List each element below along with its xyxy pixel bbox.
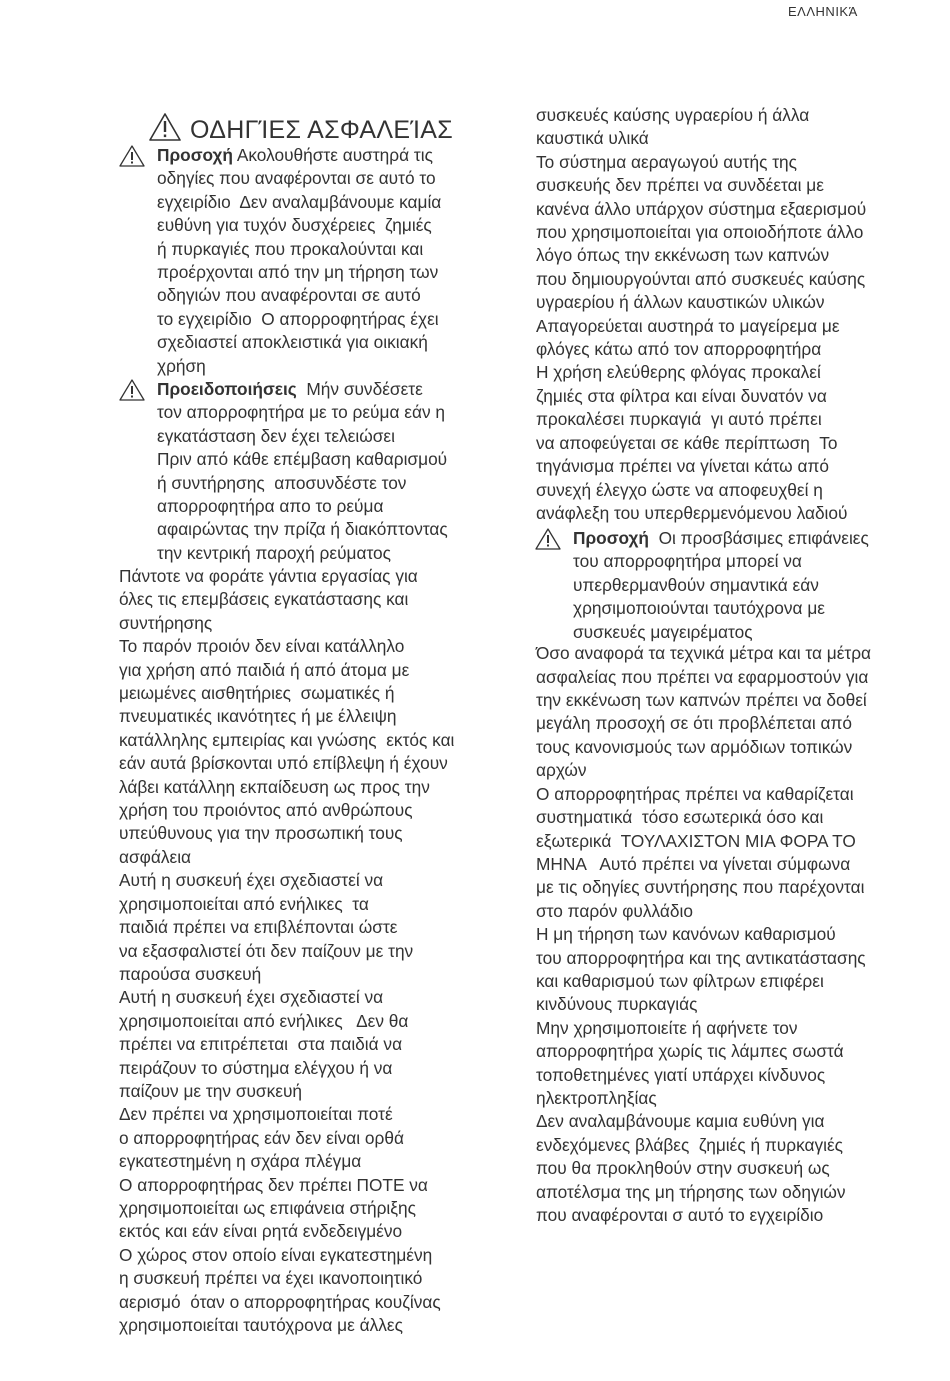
text-line: παρούσα συσκευή [119,963,262,984]
text-line: κατάλληλης εμπειρίας και γνώσης εκτός και [119,729,455,750]
text-line: καυστικά υλικά [536,128,649,149]
right-column-text [536,104,871,1227]
text-line: απορροφητήρα απο το ρεύμα [157,496,384,517]
note-first-line [157,378,448,401]
text-line: χρήση του προιόντος από ανθρώπους [119,800,413,821]
text-line: Πάντοτε να φοράτε γάντια εργασίας για [119,566,418,586]
text-line: όλες τις επεμβάσεις εγκατάστασης και [119,589,409,610]
text-line: Αυτή η συσκευή έχει σχεδιαστεί να [119,870,384,891]
right-column-upper [536,104,871,525]
text-line: την εκκένωση των καπνών πρέπει να δοθεί [536,690,867,711]
text-line: που χρησιμοποιείται για οποιοδήποτε άλλο [536,222,864,243]
warning-icon [148,112,182,142]
text-line: εάν αυτά βρίσκονται υπό επίβλεψη ή έχουν [119,753,448,774]
warning-note [157,378,448,565]
text-line: εγκατεστημένη η σχάρα πλέγμα [119,1151,362,1172]
note-label: Προειδοποιήσεις [157,379,297,399]
text-line: τοποθετημένες γιατί υπάρχει κίνδυνος [536,1064,826,1085]
text-line: Η μη τήρηση των κανόνων καθαρισμού [536,924,836,945]
text-line: με τις οδηγίες συντήρησης που παρέχονται [536,877,865,898]
text-line: προκαλέσει πυρκαγιά γι αυτό πρέπει [536,409,822,430]
text-line: στο παρόν φυλλάδιο [536,900,693,921]
text-line: υπεύθυνους για την προσωπική τους [119,823,403,844]
text-line: πνευματικές ικανότητες ή με έλλειψη [119,706,397,727]
text-line: αερισμό όταν ο απορροφητήρας κουζίνας [119,1291,441,1312]
text-line: συσκευές μαγειρέματος [573,621,753,642]
right-column-lower [536,642,871,1227]
text-line: Η χρήση ελεύθερης φλόγας προκαλεί [536,362,821,383]
warning-icon [534,527,562,551]
text-line: χρησιμοποιείται ως επιφάνεια στήριξης [119,1197,416,1218]
text-line: Όσο αναφορά τα τεχνικά μέτρα και τα μέτρα [536,643,872,664]
note-first-text: Ακολουθήστε αυστηρά τις [233,145,433,165]
text-line: Αυτή η συσκευή έχει σχεδιαστεί να [119,987,384,1008]
text-line: ενδεχόμενες βλάβες ζημιές ή πυρκαγιές [536,1134,844,1155]
text-line: συσκευές καύσης υγραερίου ή άλλα [536,105,810,125]
text-line: χρήση [157,355,206,376]
text-line: ο απορροφητήρας εάν δεν είναι ορθά [119,1127,404,1148]
text-line: Ο απορροφητήρας πρέπει να καθαρίζεται [536,783,854,804]
text-line: αρχών [536,760,587,781]
note-label: Προσοχή [157,145,233,165]
text-line: σχεδιαστεί αποκλειστικά για οικιακή [157,332,428,353]
text-line: Ο χώρος στον οποίο είναι εγκατεστημένη [119,1244,433,1265]
text-line: υγραερίου ή άλλων καυστικών υλικών [536,292,825,313]
warning-icon [118,144,146,168]
text-line: ζημιές στα φίλτρα και είναι δυνατόν να [536,385,827,406]
text-line: οδηγιών που αναφέρονται σε αυτό [157,285,421,306]
note-lines [157,167,441,378]
section-title [148,112,453,147]
text-line: και καθαρισμού των φίλτρων επιφέρει [536,970,824,991]
note-lines [157,401,448,565]
caution-note-2 [573,527,869,644]
text-line: Μην χρησιμοποιείτε ή αφήνετε τον [536,1017,798,1038]
text-line: παιδιά πρέπει να επιβλέπονται ώστε [119,917,398,938]
note-lines [573,550,869,644]
text-line: χρησιμοποιείται από ενήλικες Δεν θα [119,1010,409,1031]
text-line: του απορροφητήρα μπορεί να [573,551,802,572]
text-line: Δεν πρέπει να χρησιμοποιείται ποτέ [119,1104,393,1125]
text-line: αφαιρώντας την πρίζα ή διακόπτοντας [157,519,448,540]
text-line: εγχειρίδιο Δεν αναλαμβάνουμε καμία [157,191,442,212]
text-line: χρησιμοποιείται από ενήλικες τα [119,893,369,914]
text-line: ΜΗΝΑ Αυτό πρέπει να γίνεται σύμφωνα [536,853,851,874]
text-line: κινδύνους πυρκαγιάς [536,994,698,1015]
text-line: να αποφεύγεται σε κάθε περίπτωση Το [536,432,838,453]
text-line: Δεν αναλαμβάνουμε καμια ευθύνη για [536,1111,825,1132]
text-line: ευθύνη για τυχόν δυσχέρειες ζημιές [157,215,432,236]
text-line: πειράζουν το σύστημα ελέγχου ή να [119,1057,393,1078]
text-line: υπερθερμανθούν σημαντικά εάν [573,574,819,595]
text-line: Το σύστημα αεραγωγού αυτής της [536,151,797,172]
text-line: προέρχονται από την μη τήρηση των [157,262,439,283]
text-line: λάβει κατάλληη εκπαίδευση ως προς την [119,776,430,797]
text-line: συσκευής δεν πρέπει να συνδέεται με [536,175,824,196]
text-line: εξωτερικά ΤΟΥΛΑΧΙΣΤΟΝ ΜΙΑ ΦΟΡΑ ΤΟ [536,830,856,851]
text-line: του απορροφητήρα και της αντικατάστασης [536,947,866,968]
text-line: ή πυρκαγιές που προκαλούνται και [157,238,424,259]
text-line: τους κανονισμούς των αρμόδιων τοπικών [536,736,853,757]
text-line: μεγάλη προσοχή σε ότι προβλέπεται από [536,713,853,734]
note-first-line [157,144,441,167]
text-line: ή συντήρησης αποσυνδέστε τον [157,472,407,493]
text-line: απορροφητήρα χωρίς τις λάμπες σωστά [536,1041,844,1062]
text-line: οδηγίες που αναφέρονται σε αυτό το [157,168,436,189]
text-line: λόγο όπως την εκκένωση των καπνών [536,245,830,266]
left-column-text [119,565,454,1337]
text-line: μειωμένες αισθητήριες σωματικές ή [119,683,395,704]
text-line: το εγχειρίδιο Ο απορροφητήρας έχει [157,308,439,329]
text-line: φλόγες κάτω από τον απορροφητήρα [536,339,822,360]
section-title-text: ΟΔΗΓΊΕΣ ΑΣΦΑΛΕΊΑΣ [190,116,453,144]
text-line: παίζουν με την συσκευή [119,1080,303,1101]
text-line: Πριν από κάθε επέμβαση καθαρισμού [157,449,448,470]
text-line: ασφάλεια [119,846,192,867]
text-line: αποτέλσμα της μη τήρησης των οδηγιών [536,1181,846,1202]
text-line: η συσκευή πρέπει να έχει ικανοποιητικό [119,1268,423,1289]
text-line: που δημιουργούνται από συσκευές καύσης [536,268,866,289]
text-line: ηλεκτροπληξίας [536,1087,657,1108]
caution-note-1 [157,144,441,378]
note-label: Προσοχή [573,528,649,548]
text-line: εγκατάσταση δεν έχει τελειώσει [157,425,395,446]
warning-icon [118,378,146,402]
text-line: που θα προκληθούν στην συσκευή ως [536,1158,830,1179]
text-line: Απαγορεύεται αυστηρά το μαγείρεμα με [536,315,840,336]
text-line: συστηματικά τόσο εσωτερικά όσο και [536,807,824,828]
note-first-text: Μήν συνδέσετε [296,379,423,399]
text-line: για χρήση από παιδιά ή από άτομα με [119,659,410,680]
text-line: την κεντρική παροχή ρεύματος [157,542,391,563]
text-line: εκτός και εάν είναι ρητά ενδεδειγμένο [119,1221,403,1242]
text-line: κανένα άλλο υπάρχον σύστημα εξαερισμού [536,198,867,219]
text-line: ανάφλεξη του υπερθερμενόμενου λαδιού [536,502,848,523]
text-line: τον απορροφητήρα με το ρεύμα εάν η [157,402,446,423]
text-line: τηγάνισμα πρέπει να γίνεται κάτω από [536,456,829,477]
text-line: Το παρόν προιόν δεν είναι κατάλληλο [119,636,405,657]
text-line: ασφαλείας που πρέπει να εφαρμοστούν για [536,666,869,687]
text-line: χρησιμοποιούνται ταυτόχρονα με [573,598,825,619]
text-line: να εξασφαλιστεί ότι δεν παίζουν με την [119,940,414,961]
note-first-line [573,527,869,550]
text-line: που αναφέρονται σ αυτό το εγχειρίδιο [536,1205,824,1226]
language-label: ΕΛΛΗΝΙΚΆ [788,4,858,19]
text-line: χρησιμοποιείται ταυτόχρονα με άλλες [119,1315,403,1335]
text-line: συνεχή έλεγχο ώστε να αποφευχθεί η [536,479,823,500]
text-line: Ο απορροφητήρας δεν πρέπει ΠΟΤΕ να [119,1174,428,1195]
text-line: πρέπει να επιτρέπεται στα παιδιά να [119,1034,403,1055]
note-first-text: Οι προσβάσιμες επιφάνειες [649,528,869,548]
text-line: συντήρησης [119,612,213,633]
